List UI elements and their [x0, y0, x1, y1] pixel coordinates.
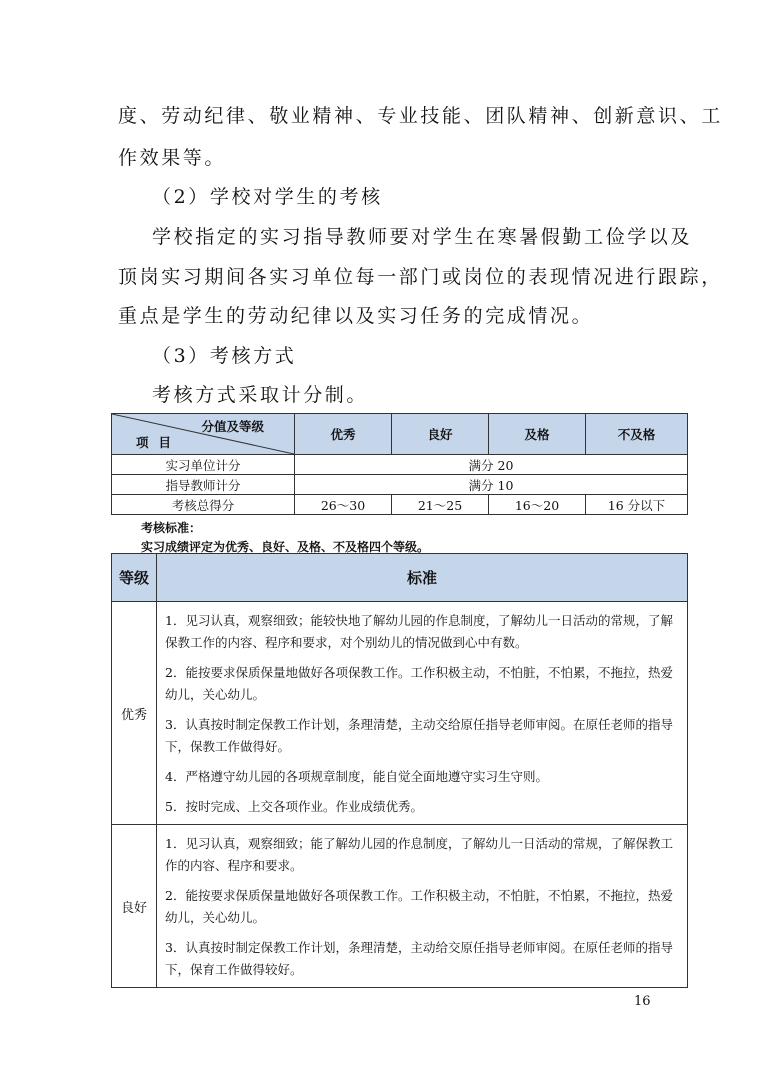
criteria-row-good: [112, 825, 688, 988]
row-label: 考核总得分: [112, 495, 295, 515]
page-number: 16: [634, 994, 651, 1009]
paragraph-line: 度、劳动纪律、敬业精神、专业技能、团队精神、创新意识、工: [118, 105, 723, 127]
score-row: [112, 455, 688, 475]
diagonal-header-cell: [112, 414, 295, 455]
paragraph-line: 作效果等。: [118, 147, 227, 169]
merged-score-cell: 满分 20: [295, 455, 688, 475]
criteria-item: 1．见习认真，观察细致；能较快地了解幼儿园的作息制度，了解幼儿一日活动的常规，了解保教工作的内容、程序和要求，对个别幼儿的情况做到心中有数。: [165, 613, 673, 650]
diagonal-bottom-label: 项目: [136, 435, 182, 450]
paragraph-line: 考核方式采取计分制。: [152, 384, 369, 406]
assessment-standard-label: 考核标准：: [141, 521, 202, 535]
row-label: 实习单位计分: [112, 455, 295, 475]
paragraph-line: 顶岗实习期间各实习单位每一部门或岗位的表现情况进行跟踪，: [118, 266, 723, 288]
grade-header-pass: 及格: [489, 414, 586, 455]
grade-label: 良好: [112, 825, 157, 988]
grade-column-header: 等级: [112, 554, 157, 602]
criteria-item: 2．能按要求保质保量地做好各项保教工作。工作积极主动，不怕脏，不怕累，不拖拉，热爱幼儿，关心幼儿。: [165, 888, 673, 925]
paragraph-line: 学校指定的实习指导教师要对学生在寒暑假勤工俭学以及: [152, 226, 693, 248]
criteria-header-row: [112, 554, 688, 602]
score-row: [112, 495, 688, 515]
criteria-item: 4．严格遵守幼儿园的各项规章制度，能自觉全面地遵守实习生守则。: [165, 769, 548, 784]
score-cell: 16 分以下: [586, 495, 688, 515]
criteria-item: 3．认真按时制定保教工作计划，条理清楚，主动给交原任指导老师审阅。在原任老师的指导下，保育工作做得较好。: [165, 940, 673, 977]
section-heading: （3）考核方式: [152, 345, 297, 367]
criteria-item: 2．能按要求保质保量地做好各项保教工作。工作积极主动，不怕脏，不怕累，不拖拉，热爱幼儿，关心幼儿。: [165, 665, 673, 702]
criteria-item: 3．认真按时制定保教工作计划，条理清楚，主动交给原任指导老师审阅。在原任老师的指导下，保教工作做得好。: [165, 717, 673, 754]
score-cell: 26～30: [295, 495, 392, 515]
score-table: [111, 413, 688, 515]
score-cell: 16～20: [489, 495, 586, 515]
grade-header-excellent: 优秀: [295, 414, 392, 455]
criteria-list: [157, 825, 688, 988]
grading-note: 实习成绩评定为优秀、良好、及格、不及格四个等级。: [141, 540, 430, 554]
criteria-row-excellent: [112, 602, 688, 825]
row-label: 指导教师计分: [112, 475, 295, 495]
criteria-list: [157, 602, 688, 825]
grade-header-good: 良好: [392, 414, 489, 455]
merged-score-cell: 满分 10: [295, 475, 688, 495]
diagonal-top-label: 分值及等级: [201, 419, 264, 434]
score-table-header-row: [112, 414, 688, 455]
score-cell: 21～25: [392, 495, 489, 515]
score-row: [112, 475, 688, 495]
standard-column-header: 标准: [157, 554, 688, 602]
section-heading: （2）学校对学生的考核: [152, 186, 383, 208]
paragraph-line: 重点是学生的劳动纪律以及实习任务的完成情况。: [118, 305, 594, 327]
criteria-item: 5．按时完成、上交各项作业。作业成绩优秀。: [165, 799, 423, 814]
criteria-item: 1．见习认真，观察细致；能了解幼儿园的作息制度，了解幼儿一日活动的常规，了解保教工作的内容、程序和要求。: [165, 836, 673, 873]
grade-header-fail: 不及格: [586, 414, 688, 455]
criteria-table: [111, 553, 688, 988]
grade-label: 优秀: [112, 602, 157, 825]
